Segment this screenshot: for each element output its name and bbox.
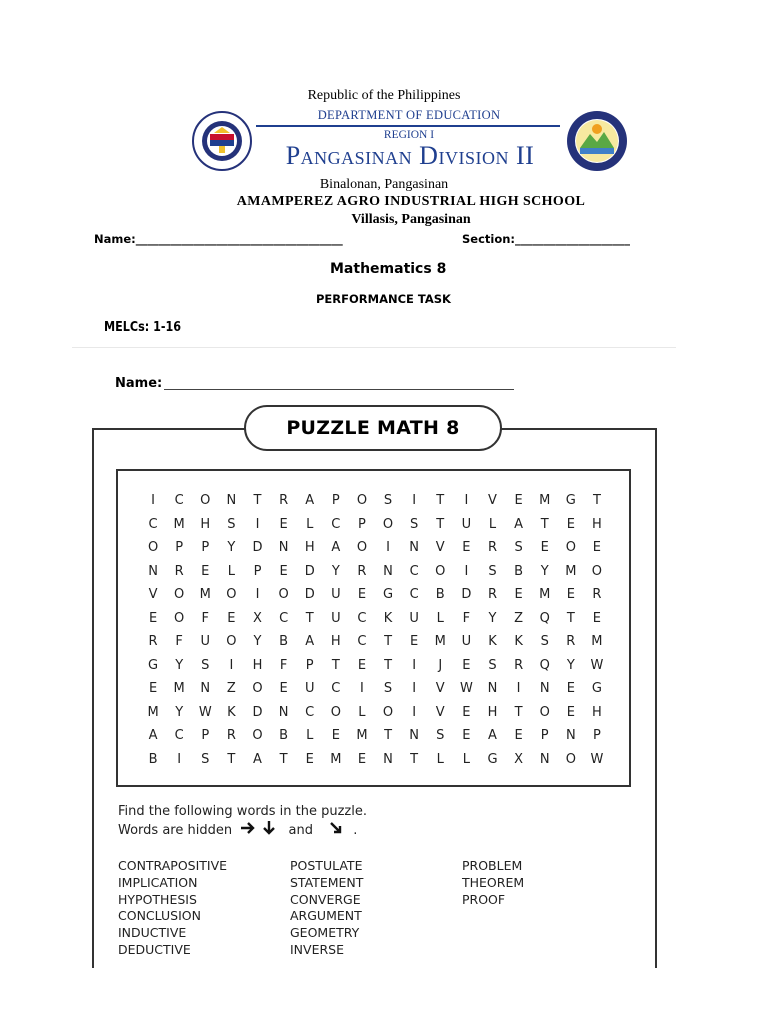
grid-letter[interactable]: U: [461, 634, 472, 649]
word-list-item: IMPLICATION: [118, 874, 198, 890]
grid-letter[interactable]: A: [253, 751, 262, 767]
grid-letter[interactable]: R: [226, 728, 236, 743]
school-name: AMAMPEREZ AGRO INDUSTRIAL HIGH SCHOOL: [236, 194, 586, 209]
grid-letter[interactable]: E: [566, 681, 575, 696]
grid-letter[interactable]: P: [201, 540, 210, 555]
grid-letter[interactable]: P: [592, 728, 601, 743]
grid-letter[interactable]: B: [279, 634, 289, 649]
grid-letter[interactable]: N: [487, 681, 498, 696]
grid-letter[interactable]: E: [592, 540, 602, 555]
grid-letter[interactable]: L: [227, 563, 235, 579]
grid-letter[interactable]: I: [177, 751, 182, 767]
puzzle-name-line[interactable]: [164, 389, 514, 390]
grid-letter[interactable]: Y: [540, 563, 549, 579]
grid-letter[interactable]: H: [252, 657, 263, 673]
word-list-item: CONVERGE: [290, 891, 361, 907]
grid-letter[interactable]: D: [304, 587, 315, 602]
grid-letter[interactable]: Y: [253, 634, 262, 649]
grid-letter[interactable]: E: [540, 540, 549, 555]
grid-letter[interactable]: O: [252, 681, 263, 696]
grid-letter[interactable]: E: [357, 587, 367, 602]
grid-letter[interactable]: X: [253, 610, 262, 626]
grid-letter[interactable]: E: [462, 728, 471, 743]
grid-row: [140, 607, 610, 631]
grid-letter[interactable]: R: [514, 657, 524, 673]
grid-letter[interactable]: T: [384, 634, 393, 649]
grid-letter[interactable]: E: [305, 751, 314, 767]
puzzle-name-label: Name:: [115, 376, 163, 391]
grid-letter[interactable]: D: [252, 540, 263, 555]
grid-letter[interactable]: N: [409, 728, 420, 743]
word-list-item: POSTULATE: [290, 858, 363, 873]
grid-letter[interactable]: E: [514, 728, 523, 743]
grid-row: [140, 701, 610, 725]
town-text: Binalonan, Pangasinan: [319, 177, 449, 192]
word-list-item: INVERSE: [290, 941, 345, 957]
grid-letter[interactable]: P: [201, 728, 210, 743]
grid-letter[interactable]: U: [409, 610, 419, 626]
section-field[interactable]: Section:____________________: [462, 232, 631, 246]
grid-letter[interactable]: O: [565, 751, 576, 767]
grid-letter[interactable]: E: [462, 540, 471, 555]
melcs-label: MELCs: 1-16: [104, 320, 182, 335]
grid-letter[interactable]: H: [487, 704, 498, 720]
grid-letter[interactable]: J: [438, 657, 443, 673]
word-list-item: PROOF: [462, 891, 506, 907]
grid-letter[interactable]: G: [487, 751, 498, 767]
grid-letter[interactable]: E: [566, 516, 575, 532]
grid-row: [140, 724, 610, 748]
grid-letter[interactable]: T: [331, 657, 340, 673]
task-title: PERFORMANCE TASK: [316, 292, 451, 306]
grid-letter[interactable]: E: [592, 610, 602, 626]
grid-letter[interactable]: Q: [539, 610, 550, 626]
word-list-item: HYPOTHESIS: [118, 891, 197, 907]
grid-letter[interactable]: K: [227, 704, 236, 720]
word-search-grid: [140, 489, 610, 771]
grid-letter[interactable]: Y: [331, 563, 340, 579]
grid-letter[interactable]: S: [488, 563, 497, 579]
grid-letter[interactable]: Y: [566, 657, 575, 673]
grid-letter[interactable]: A: [305, 493, 315, 508]
word-list-column-2: [290, 858, 363, 959]
grid-letter[interactable]: S: [514, 540, 523, 555]
grid-letter[interactable]: O: [174, 610, 185, 626]
grid-letter[interactable]: Y: [175, 657, 184, 673]
grid-letter[interactable]: D: [252, 704, 263, 720]
grid-letter[interactable]: F: [462, 610, 471, 626]
grid-letter[interactable]: C: [357, 610, 367, 626]
grid-letter[interactable]: E: [514, 493, 523, 508]
grid-letter[interactable]: K: [488, 634, 497, 649]
word-list-item: ARGUMENT: [290, 908, 362, 924]
grid-letter[interactable]: E: [462, 704, 471, 720]
grid-letter[interactable]: I: [386, 540, 390, 555]
grid-letter[interactable]: A: [305, 634, 315, 649]
grid-letter[interactable]: E: [201, 563, 210, 579]
grid-letter[interactable]: U: [331, 587, 341, 602]
grid-letter[interactable]: N: [409, 540, 420, 555]
grid-letter[interactable]: O: [200, 493, 211, 508]
grid-letter[interactable]: M: [330, 751, 342, 767]
word-list-item: INDUCTIVE: [118, 925, 187, 941]
grid-letter[interactable]: I: [464, 493, 469, 508]
grid-letter[interactable]: O: [591, 563, 603, 579]
grid-letter[interactable]: P: [540, 728, 549, 743]
word-list-column-1: [118, 858, 227, 959]
grid-letter[interactable]: O: [382, 704, 394, 720]
down-right-arrow-icon: [329, 821, 343, 839]
puzzle-title: PUZZLE MATH 8: [244, 405, 502, 451]
division-seal-icon: [566, 110, 628, 172]
word-list-item: CONTRAPOSITIVE: [118, 858, 228, 873]
grid-letter[interactable]: I: [229, 657, 234, 673]
deped-seal-icon: [192, 111, 252, 171]
word-list-item: PROBLEM: [462, 858, 523, 873]
grid-letter[interactable]: L: [488, 516, 497, 532]
grid-letter[interactable]: E: [357, 657, 367, 673]
grid-letter[interactable]: G: [565, 493, 576, 508]
grid-letter[interactable]: Q: [539, 657, 550, 673]
grid-letter[interactable]: K: [514, 634, 523, 649]
grid-letter[interactable]: O: [147, 540, 159, 555]
grid-letter[interactable]: T: [279, 751, 288, 767]
grid-letter[interactable]: R: [487, 540, 497, 555]
instruction-prefix: Words are hidden: [118, 822, 233, 838]
grid-letter[interactable]: E: [566, 704, 575, 720]
grid-letter[interactable]: O: [565, 540, 576, 555]
grid-letter[interactable]: P: [358, 516, 366, 532]
grid-letter[interactable]: Y: [175, 704, 184, 720]
grid-letter[interactable]: R: [487, 587, 497, 602]
grid-letter[interactable]: O: [539, 704, 550, 720]
grid-letter[interactable]: S: [540, 634, 549, 649]
grid-letter[interactable]: E: [148, 681, 158, 696]
grid-letter[interactable]: A: [514, 516, 524, 532]
grid-letter[interactable]: Y: [488, 610, 497, 626]
grid-letter[interactable]: I: [360, 681, 364, 696]
grid-row: [140, 748, 610, 772]
grid-letter[interactable]: E: [514, 587, 523, 602]
grid-letter[interactable]: B: [148, 751, 158, 767]
grid-letter[interactable]: N: [539, 751, 550, 767]
grid-letter[interactable]: M: [591, 634, 603, 649]
grid-letter[interactable]: H: [592, 516, 602, 532]
grid-letter[interactable]: T: [514, 704, 523, 720]
grid-letter[interactable]: N: [278, 540, 289, 555]
grid-row: [140, 489, 610, 513]
grid-letter[interactable]: N: [565, 728, 576, 743]
grid-letter[interactable]: X: [514, 751, 524, 767]
grid-letter[interactable]: O: [356, 540, 368, 555]
grid-letter[interactable]: E: [279, 516, 288, 532]
grid-letter[interactable]: C: [331, 681, 341, 696]
grid-letter[interactable]: O: [356, 493, 368, 508]
grid-letter[interactable]: U: [331, 610, 341, 626]
grid-letter[interactable]: C: [174, 728, 184, 743]
grid-letter[interactable]: W: [590, 751, 604, 767]
grid-letter[interactable]: S: [488, 657, 497, 673]
grid-letter[interactable]: O: [435, 563, 446, 579]
grid-letter[interactable]: R: [148, 634, 158, 649]
grid-letter[interactable]: E: [566, 587, 575, 602]
grid-row: [140, 654, 610, 678]
grid-letter[interactable]: M: [565, 563, 577, 579]
grid-letter[interactable]: S: [227, 516, 236, 532]
republic-text: Republic of the Philippines: [307, 88, 461, 103]
grid-letter[interactable]: M: [147, 704, 159, 720]
grid-letter[interactable]: R: [279, 493, 289, 508]
grid-letter[interactable]: M: [356, 728, 368, 743]
grid-letter[interactable]: O: [382, 516, 394, 532]
grid-letter[interactable]: S: [436, 728, 445, 743]
grid-letter[interactable]: R: [357, 563, 367, 579]
grid-letter[interactable]: O: [278, 587, 289, 602]
grid-letter[interactable]: G: [148, 657, 159, 673]
grid-letter[interactable]: S: [201, 657, 210, 673]
region-name: REGION I: [383, 129, 435, 141]
direction-instruction: [118, 820, 357, 840]
word-list-item: CONCLUSION: [118, 908, 201, 924]
grid-letter[interactable]: M: [434, 634, 446, 649]
grid-letter[interactable]: T: [436, 493, 445, 508]
grid-letter[interactable]: T: [384, 657, 393, 673]
grid-letter[interactable]: M: [539, 587, 551, 602]
grid-letter[interactable]: N: [383, 751, 393, 767]
grid-letter[interactable]: H: [200, 516, 211, 532]
grid-letter[interactable]: A: [488, 728, 497, 743]
grid-letter[interactable]: Y: [227, 540, 236, 555]
grid-letter[interactable]: V: [435, 681, 445, 696]
grid-letter[interactable]: H: [330, 634, 341, 649]
word-list-column-3: [462, 858, 524, 908]
grid-letter[interactable]: I: [412, 657, 417, 673]
grid-letter[interactable]: C: [331, 516, 341, 532]
divider: [72, 347, 676, 348]
grid-letter[interactable]: P: [175, 540, 184, 555]
grid-letter[interactable]: M: [173, 681, 185, 696]
instruction-period: .: [353, 822, 358, 838]
grid-letter[interactable]: U: [461, 516, 472, 532]
grid-letter[interactable]: W: [590, 657, 604, 673]
grid-letter[interactable]: F: [175, 634, 183, 649]
name-field[interactable]: Name:____________________________________: [94, 232, 343, 246]
word-list-item: GEOMETRY: [290, 925, 360, 941]
grid-row: [140, 583, 610, 607]
grid-letter[interactable]: H: [304, 540, 315, 555]
grid-letter[interactable]: T: [436, 516, 445, 532]
grid-letter[interactable]: N: [539, 681, 550, 696]
grid-letter[interactable]: C: [174, 493, 184, 508]
grid-letter[interactable]: I: [412, 681, 417, 696]
grid-letter[interactable]: W: [198, 704, 212, 720]
grid-letter[interactable]: S: [383, 681, 393, 696]
division-name: Pangasinan Division II: [285, 141, 535, 170]
grid-letter[interactable]: B: [514, 563, 524, 579]
grid-letter[interactable]: G: [591, 681, 602, 696]
grid-letter[interactable]: E: [227, 610, 236, 626]
grid-letter[interactable]: C: [357, 634, 367, 649]
word-list-item: THEOREM: [462, 874, 525, 890]
grid-letter[interactable]: E: [357, 751, 367, 767]
header-rule: [256, 125, 560, 127]
grid-letter[interactable]: E: [462, 657, 471, 673]
grid-letter[interactable]: L: [436, 751, 444, 767]
grid-letter[interactable]: O: [174, 587, 185, 602]
grid-letter[interactable]: C: [409, 563, 419, 579]
grid-letter[interactable]: S: [410, 516, 419, 532]
grid-letter[interactable]: T: [410, 751, 419, 767]
grid-letter[interactable]: E: [279, 563, 288, 579]
grid-letter[interactable]: E: [148, 610, 158, 626]
grid-letter[interactable]: I: [516, 681, 521, 696]
grid-letter[interactable]: V: [435, 704, 445, 720]
grid-letter[interactable]: T: [253, 493, 262, 508]
grid-letter[interactable]: M: [173, 516, 185, 532]
grid-letter[interactable]: P: [305, 657, 314, 673]
grid-letter[interactable]: C: [409, 587, 419, 602]
grid-letter[interactable]: L: [436, 610, 444, 626]
grid-letter[interactable]: V: [148, 587, 158, 602]
grid-letter[interactable]: I: [412, 704, 417, 720]
grid-letter[interactable]: V: [435, 540, 445, 555]
grid-letter[interactable]: C: [279, 610, 289, 626]
grid-letter[interactable]: I: [151, 493, 155, 508]
grid-letter[interactable]: T: [305, 610, 314, 626]
grid-letter[interactable]: C: [148, 516, 158, 532]
grid-row: [140, 536, 610, 560]
grid-letter[interactable]: W: [459, 681, 473, 696]
grid-letter[interactable]: O: [252, 728, 263, 743]
grid-letter[interactable]: L: [306, 516, 314, 532]
grid-letter[interactable]: U: [200, 634, 211, 649]
grid-letter[interactable]: K: [383, 610, 393, 626]
grid-letter[interactable]: R: [174, 563, 184, 579]
grid-letter[interactable]: G: [383, 587, 394, 602]
grid-letter[interactable]: A: [331, 540, 341, 555]
grid-letter[interactable]: Z: [514, 610, 524, 626]
grid-letter[interactable]: N: [226, 493, 237, 508]
grid-letter[interactable]: N: [148, 563, 158, 579]
grid-letter[interactable]: M: [199, 587, 211, 602]
grid-letter[interactable]: B: [435, 587, 445, 602]
grid-letter[interactable]: P: [253, 563, 262, 579]
instruction-and: and: [288, 822, 313, 838]
down-arrow-icon: [262, 820, 276, 840]
grid-letter[interactable]: T: [540, 516, 549, 532]
city-text: Villasis, Pangasinan: [351, 212, 471, 227]
grid-letter[interactable]: V: [488, 493, 497, 508]
grid-letter[interactable]: S: [201, 751, 210, 767]
grid-letter[interactable]: O: [226, 587, 237, 602]
subject-title: Mathematics 8: [330, 261, 447, 277]
grid-letter[interactable]: D: [461, 587, 472, 602]
grid-letter[interactable]: T: [592, 493, 601, 508]
grid-letter[interactable]: L: [358, 704, 366, 720]
grid-letter[interactable]: L: [306, 728, 314, 743]
grid-letter[interactable]: M: [539, 493, 551, 508]
grid-row: [140, 560, 610, 584]
grid-letter[interactable]: Z: [226, 681, 236, 696]
grid-letter[interactable]: D: [304, 563, 315, 579]
grid-letter[interactable]: N: [383, 563, 393, 579]
grid-letter[interactable]: N: [200, 681, 211, 696]
grid-letter[interactable]: T: [566, 610, 575, 626]
grid-letter[interactable]: I: [464, 563, 469, 579]
grid-letter[interactable]: A: [148, 728, 158, 743]
department-name: DEPARTMENT OF EDUCATION: [317, 108, 501, 122]
grid-letter[interactable]: R: [566, 634, 576, 649]
grid-letter[interactable]: C: [305, 704, 315, 720]
grid-letter[interactable]: P: [331, 493, 340, 508]
grid-letter[interactable]: I: [255, 587, 260, 602]
grid-letter[interactable]: U: [304, 681, 315, 696]
grid-letter[interactable]: H: [592, 704, 602, 720]
word-list-item: STATEMENT: [290, 874, 364, 890]
grid-letter[interactable]: E: [279, 681, 288, 696]
word-list-item: DEDUCTIVE: [118, 941, 191, 957]
right-arrow-icon: [240, 821, 256, 839]
grid-row: [140, 630, 610, 654]
grid-letter[interactable]: O: [226, 634, 237, 649]
grid-letter[interactable]: T: [384, 728, 393, 743]
grid-letter[interactable]: E: [331, 728, 340, 743]
grid-letter[interactable]: O: [330, 704, 341, 720]
grid-letter[interactable]: T: [227, 751, 236, 767]
grid-letter[interactable]: N: [278, 704, 289, 720]
grid-letter[interactable]: I: [255, 516, 260, 532]
instruction-text: Find the following words in the puzzle.: [118, 804, 367, 819]
grid-letter[interactable]: E: [410, 634, 419, 649]
grid-letter[interactable]: L: [462, 751, 470, 767]
grid-letter[interactable]: R: [592, 587, 602, 602]
grid-letter[interactable]: S: [383, 493, 393, 508]
grid-letter[interactable]: B: [279, 728, 289, 743]
grid-row: [140, 677, 610, 701]
grid-letter[interactable]: F: [279, 657, 288, 673]
grid-row: [140, 513, 610, 537]
grid-letter[interactable]: F: [201, 610, 210, 626]
grid-letter[interactable]: I: [412, 493, 417, 508]
